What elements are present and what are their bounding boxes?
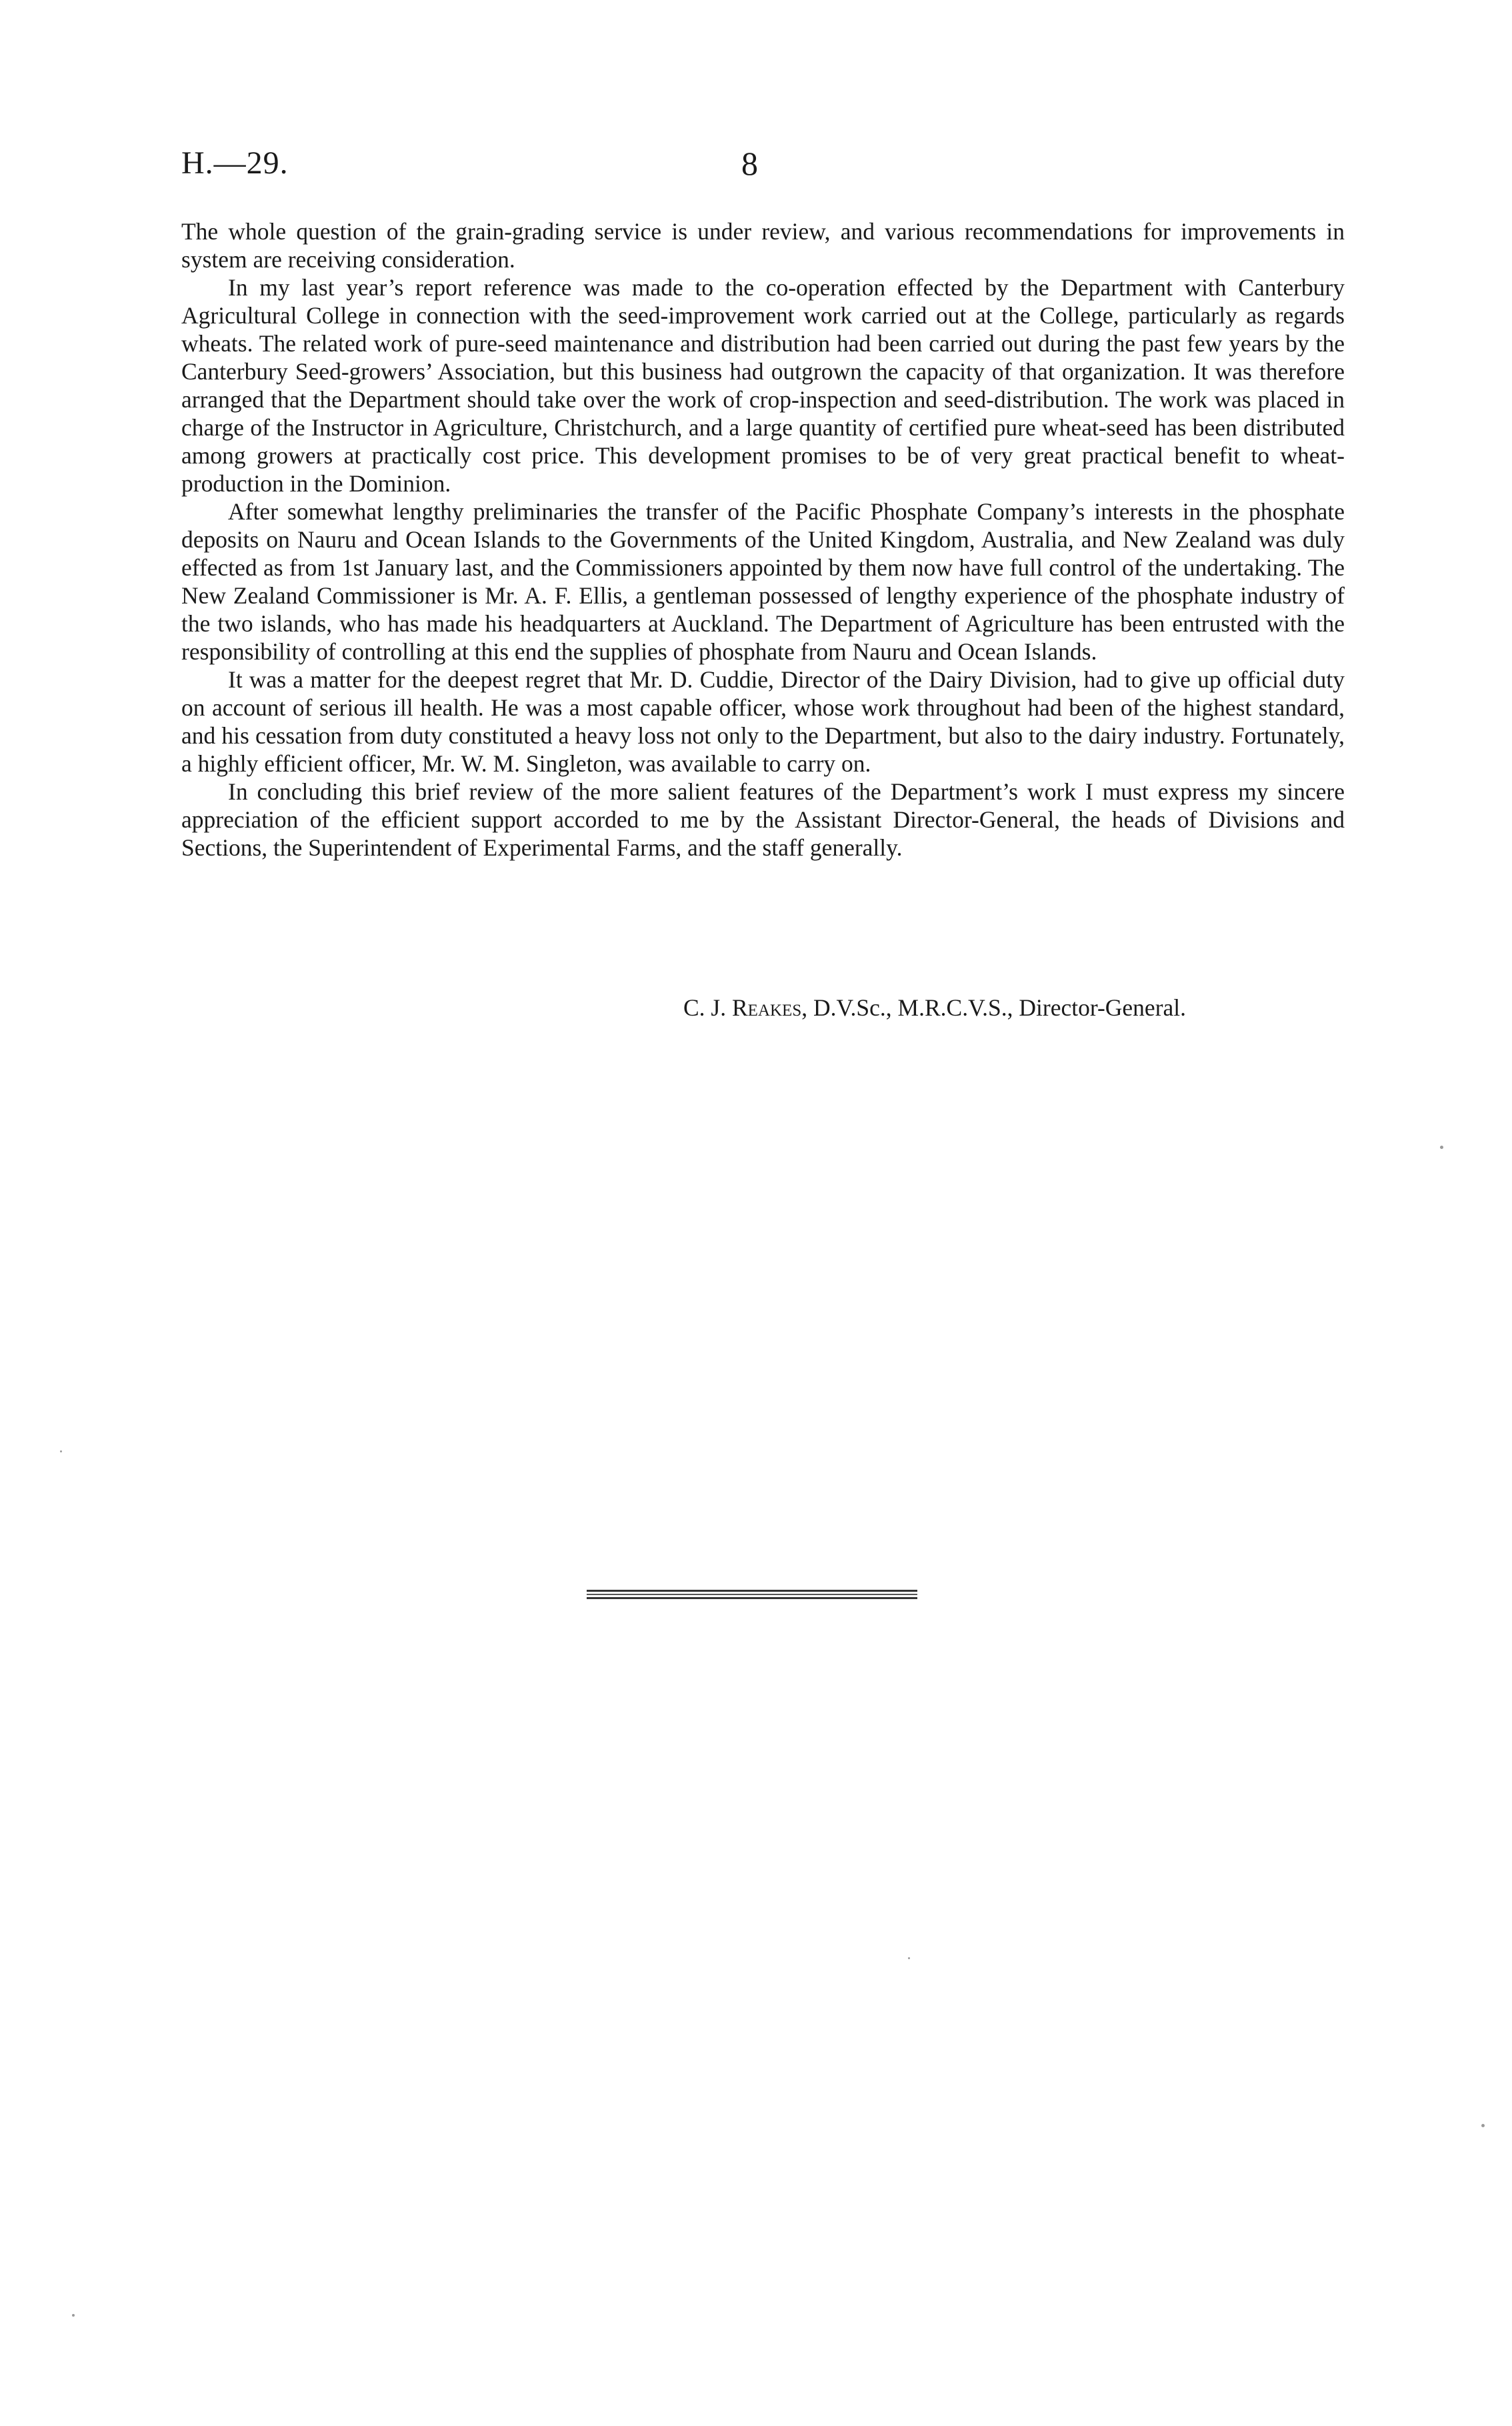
paragraph-seed-improvement: In my last year’s report reference was made to the co-operation effected by the Department with Canterbury Agricultural College in connection with the seed-improvement work carried out at the College, particularly as regards wheats. The related work of pure-seed maintenance and distribution had been carried out during the past few years by the Canterbury Seed-growers’ Association, but this business had outgrown the capacity of that organization. It was therefore arranged that the Department should take over the work of crop-inspection and seed-distribution. The work was placed in charge of the Instructor in Agriculture, Christchurch, and a large quantity of certified pure wheat-seed has been distributed among growers at practically cost price. This development promises to be of very great practical benefit to wheat-production in the Dominion.: [181, 274, 1345, 497]
page-number: 8: [741, 145, 758, 182]
paragraph-grain-grading: The whole question of the grain-grading service is under review, and various recommendations for improvements in system are receiving consideration.: [181, 218, 1345, 273]
paper-speck: [72, 2314, 75, 2317]
rule-line-top: [587, 1590, 917, 1592]
paper-speck: [60, 1450, 62, 1452]
page-header: [181, 143, 1345, 190]
signature-surname: Reakes: [732, 994, 802, 1021]
paragraph-conclusion: In concluding this brief review of the more salient features of the Department’s work I must express my sincere appreciation of the efficient support accorded to me by the Assistant Director-General, the heads of Divisions and Sections, the Superintendent of Experimental Farms, and the staff generally.: [181, 778, 1345, 861]
paper-speck: [1440, 1146, 1443, 1149]
rule-line-middle: [587, 1594, 917, 1595]
report-body: [181, 217, 1345, 862]
closing-rule: [587, 1590, 917, 1599]
paper-speck: [908, 1957, 910, 1959]
signature-line: [683, 994, 1345, 1022]
signature-qualifications: , D.V.Sc., M.R.C.V.S., Director-General.: [801, 994, 1187, 1021]
paragraph-phosphate: After somewhat lengthy preliminaries the transfer of the Pacific Phosphate Company’s interests in the phosphate deposits on Nauru and Ocean Islands to the Governments of the United Kingdom, Australia, and New Zealand was duly effected as from 1st January last, and the Commissioners appointed by them now have full control of the undertaking. The New Zealand Commissioner is Mr. A. F. Ellis, a gentleman possessed of lengthy experience of the phosphate industry of the two islands, who has made his headquarters at Auckland. The Department of Agriculture has been entrusted with the responsibility of controlling at this end the supplies of phosphate from Nauru and Ocean Islands.: [181, 498, 1345, 665]
signature-initials: C. J.: [683, 994, 732, 1021]
paragraph-dairy-division: It was a matter for the deepest regret that Mr. D. Cuddie, Director of the Dairy Division, had to give up official duty on account of serious ill health. He was a most capable officer, whose work throughout had been of the highest standard, and his cessation from duty constituted a heavy loss not only to the Department, but also to the dairy industry. Fortunately, a highly efficient officer, Mr. W. M. Singleton, was available to carry on.: [181, 666, 1345, 777]
paper-speck: [1481, 2124, 1485, 2127]
document-reference: H.—29.: [181, 145, 289, 181]
rule-line-bottom: [587, 1597, 917, 1599]
